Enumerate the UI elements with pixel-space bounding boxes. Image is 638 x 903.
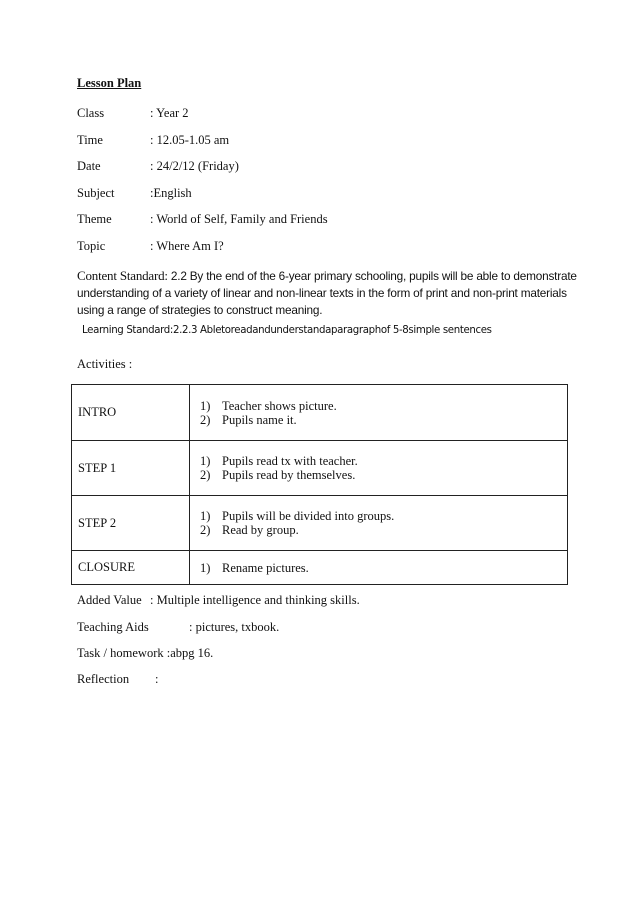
stage-cell: INTRO [72,385,190,441]
step-text: Pupils read by themselves. [222,468,356,482]
class-value: : Year 2 [150,106,189,120]
added-value-label: Added Value [77,593,142,607]
table-row [72,441,568,496]
steps-cell [190,551,568,585]
stage-cell: STEP 2 [72,496,190,551]
step-number: 2) [200,523,211,537]
teaching-aids-label: Teaching Aids [77,620,149,634]
table-row [72,551,568,585]
step-number: 1) [200,454,211,468]
table-row [72,496,568,551]
table-row [72,385,568,441]
activities-label: Activities : [77,357,133,371]
step-list [200,454,567,482]
step-text: Teacher shows picture. [222,398,337,413]
list-item [200,399,567,413]
list-item [200,468,567,482]
step-list [200,561,567,575]
teaching-aids-value: : pictures, txbook. [189,620,280,634]
steps-cell [190,385,568,441]
task-homework: Task / homework :abpg 16. [77,646,214,660]
time-label: Time [77,133,103,147]
subject-value: :English [150,186,192,200]
list-item [200,413,567,427]
content-standard [77,267,577,319]
activities-table [71,384,568,585]
content-standard-line3: using a range of strategies to construct meaning. [77,303,323,317]
content-standard-label: Content Standard: [77,268,171,283]
step-number: 2) [200,468,211,482]
steps-cell [190,496,568,551]
list-item [200,454,567,468]
class-label: Class [77,106,105,120]
step-list [200,509,567,537]
step-list [200,399,567,427]
date-label: Date [77,159,101,173]
topic-label: Topic [77,239,106,253]
step-number: 1) [200,560,211,575]
step-text: Pupils read tx with teacher. [222,454,358,468]
step-text: Pupils name it. [222,412,297,427]
subject-label: Subject [77,186,115,200]
added-value-value: : Multiple intelligence and thinking skills. [150,593,360,607]
step-text: Pupils will be divided into groups. [222,509,395,523]
step-number: 1) [200,509,211,523]
learning-standard: Learning Standard:2.2.3 Abletoreadandunderstandaparagraphof 5-8simple sentences [82,325,492,336]
theme-label: Theme [77,212,112,226]
lesson-plan-title: Lesson Plan [77,76,142,90]
content-standard-line1: 2.2 By the end of the 6-year primary schooling, pupils will be able to demonstrate [170,269,577,283]
list-item [200,523,567,537]
list-item [200,561,567,575]
date-value: : 24/2/12 (Friday) [150,159,239,173]
step-text: Rename pictures. [222,560,309,575]
reflection-label: Reflection [77,672,130,686]
stage-cell: STEP 1 [72,441,190,496]
time-value: : 12.05-1.05 am [150,133,230,147]
content-standard-line2: understanding of a variety of linear and non-linear texts in the form of print and non-print materials [77,286,567,300]
list-item [200,509,567,523]
topic-value: : Where Am I? [150,239,224,253]
step-number: 1) [200,398,211,413]
stage-cell: CLOSURE [72,551,190,585]
reflection-value: : [155,672,159,686]
steps-cell [190,441,568,496]
step-text: Read by group. [222,523,299,537]
theme-value: : World of Self, Family and Friends [150,212,328,226]
step-number: 2) [200,412,211,427]
